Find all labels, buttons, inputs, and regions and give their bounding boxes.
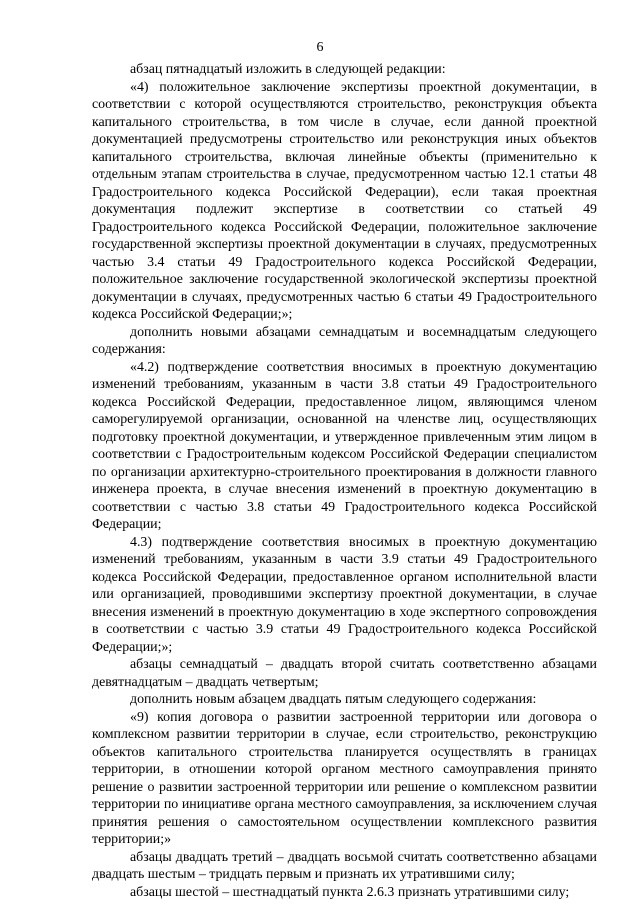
paragraph: «4.2) подтверждение соответствия вносимых в проектную документацию изменений требованиям, указанным в части 3.8 статьи 49 Градостроительного кодекса Российской Федерации, предоставленное лицом, являющимся членом саморегулируемой организации, основанной на членстве лиц, осуществляющих подготовку проектной документации, и утвержденное привлеченным этим лицом в соответствии с Градостроительным кодексом Российской Федерации специалистом по организации архитектурно-строительного проектирования в должности главного инженера проекта, в случае внесения изменений в проектную документацию в соответствии с частью 3.8 статьи 49 Градостроительного кодекса Российской Федерации;: [92, 359, 597, 532]
paragraph: абзацы двадцать третий – двадцать восьмой считать соответственно абзацами двадцать шестым – тридцать первым и признать их утратившими силу;: [92, 849, 597, 882]
paragraph: «4) положительное заключение экспертизы проектной документации, в соответствии с которой осуществляются строительство, реконструкция объекта капитального строительства, в том числе в случае, если данной проектной документацией предусмотрены строительство или реконструкция иных объектов капитального строительства, включая линейные объекты (применительно к отдельным этапам строительства в случае, предусмотренном частью 12.1 статьи 48 Градостроительного кодекса Российской Федерации), если такая проектная документация подлежит экспертизе в соответствии со статьей 49 Градостроительного кодекса Российской Федерации, положительное заключение государственной экспертизы проектной документации в случаях, предусмотренных частью 3.4 статьи 49 Градостроительного кодекса Российской Федерации, положительное заключение государственной экологической экспертизы проектной документации в случаях, предусмотренных частью 6 статьи 49 Градостроительного кодекса Российской Федерации;»;: [92, 79, 597, 322]
page-number: 6: [316, 40, 324, 55]
paragraph: абзацы шестой – шестнадцатый пункта 2.6.3 признать утратившими силу;: [130, 884, 570, 900]
document-body: [92, 61, 597, 901]
paragraph: абзац пятнадцатый изложить в следующей редакции:: [130, 62, 446, 77]
paragraph: 4.3) подтверждение соответствия вносимых в проектную документацию изменений требованиям, указанным в части 3.9 статьи 49 Градостроительного кодекса Российской Федерации, предоставленное органом исполнительной власти или организацией, проводившими экспертизу проектной документации, в случае внесения изменений в проектную документацию в ходе экспертного сопровождения в соответствии с частью 3.9 статьи 49 Градостроительного кодекса Российской Федерации;»;: [92, 534, 597, 655]
paragraph: дополнить новым абзацем двадцать пятым следующего содержания:: [130, 692, 537, 707]
paragraph: «9) копия договора о развитии застроенной территории или договора о комплексном развитии территории в случае, если строительство, реконструкцию объектов капитального строительства планируется осуществлять в границах территории, в отношении которой органом местного самоуправления принято решение о развитии застроенной территории или решение о комплексном развитии территории по инициативе органа местного самоуправления, за исключением случая принятия решения о самостоятельном осуществлении комплексного развития территории;»: [92, 709, 597, 847]
paragraph: дополнить новыми абзацами семнадцатым и восемнадцатым следующего содержания:: [92, 324, 597, 357]
paragraph: абзацы семнадцатый – двадцать второй считать соответственно абзацами девятнадцатым – двадцать четвертым;: [92, 657, 597, 690]
